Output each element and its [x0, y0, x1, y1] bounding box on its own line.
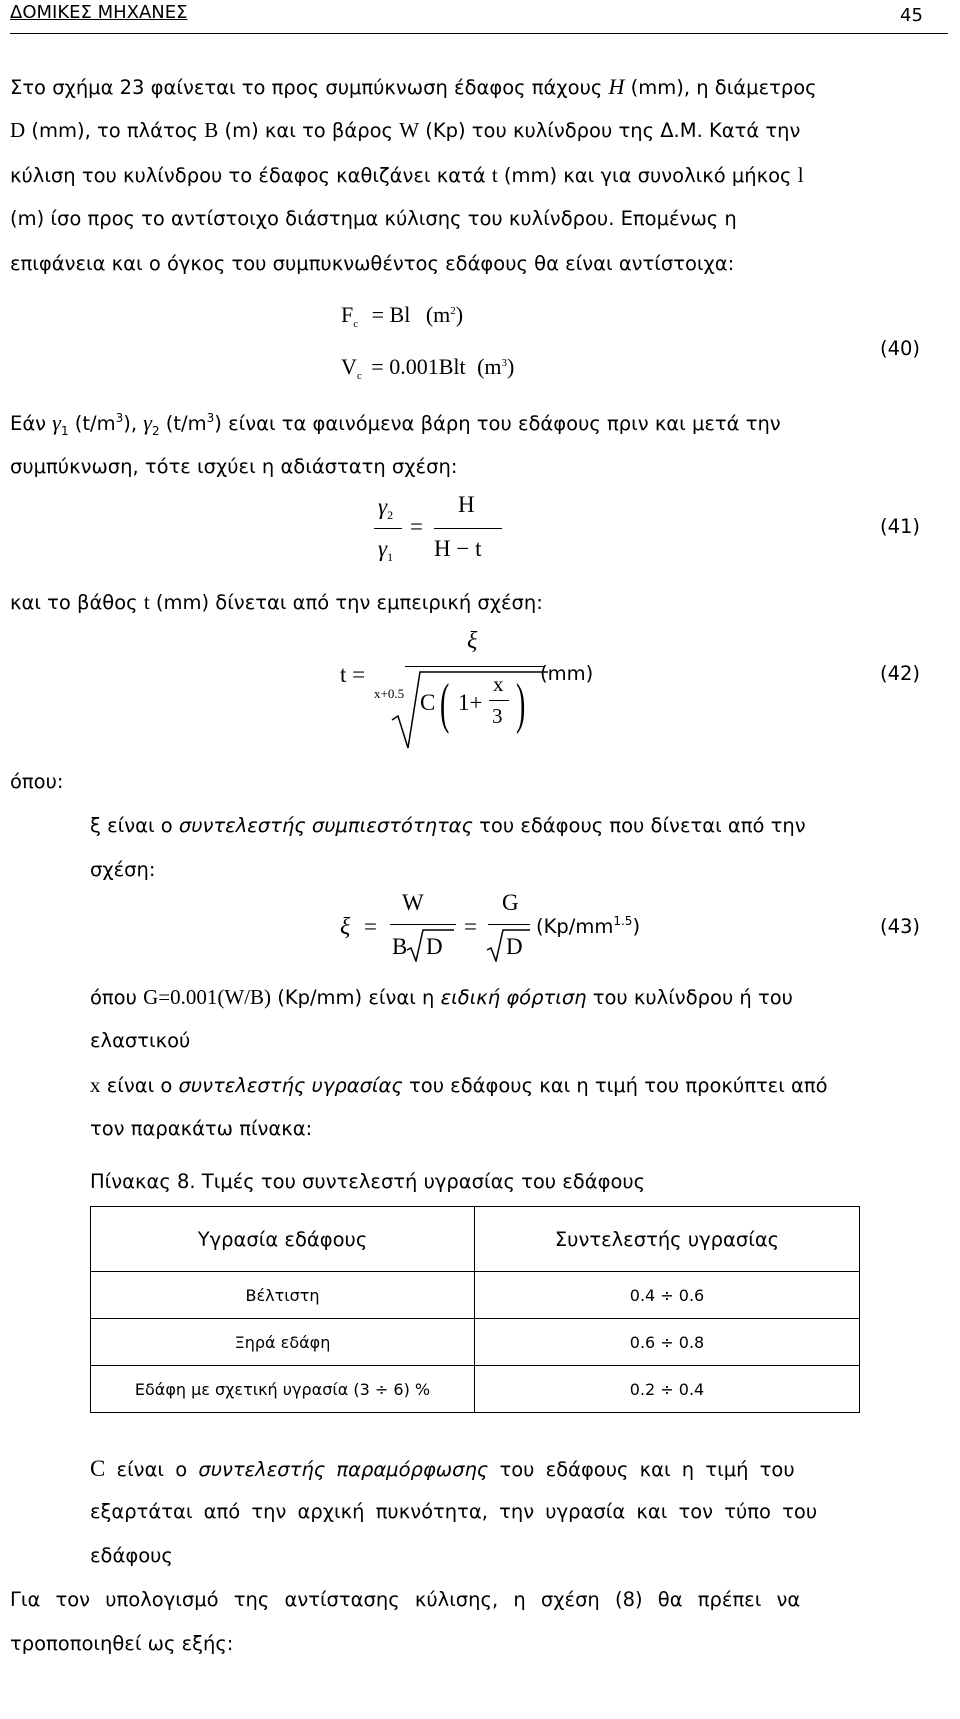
paragraph-line: εδάφους [90, 1544, 173, 1567]
math-symbol: γ [143, 410, 152, 435]
superscript: 3 [115, 411, 124, 425]
coefficient-c: C [420, 690, 436, 715]
paragraph-line: (m) ίσο προς το αντίστοιχο διάστημα κύλισης του κυλίνδρου. Επομένως η [10, 207, 737, 230]
numerator-right: H [458, 492, 475, 517]
text: (t/m [159, 412, 207, 435]
table-header-row [91, 1207, 860, 1272]
table-cell: Εδάφη με σχετική υγρασία (3 ÷ 6) % [91, 1366, 475, 1413]
emphasis: συντελεστής παραμόρφωσης [198, 1458, 489, 1481]
header-rule [10, 33, 948, 34]
symbol: γ [378, 494, 388, 519]
denominator-d: D [426, 934, 443, 959]
text: ξ είναι ο [90, 814, 179, 837]
text: Εάν [10, 412, 53, 435]
equation-number: (43) [880, 915, 921, 938]
text: (mm), το πλάτος [25, 119, 205, 142]
denominator-right: H − t [434, 536, 482, 561]
paragraph-line [10, 118, 800, 143]
fraction-bar [434, 528, 502, 529]
equation-vc [341, 354, 514, 380]
rhs: = 0.001Blt [371, 354, 466, 379]
fraction-bar [374, 528, 402, 529]
numerator-left [378, 494, 393, 520]
text: του κυλίνδρου ή του [586, 986, 793, 1009]
equation-42 [330, 630, 550, 750]
numerator: ξ [467, 628, 478, 654]
table-cell: 0.6 ÷ 0.8 [475, 1319, 860, 1366]
unit-close: ) [455, 302, 464, 327]
unit-close: ) [507, 354, 515, 379]
subscript: c [353, 318, 359, 330]
table-cell: 0.2 ÷ 0.4 [475, 1366, 860, 1413]
xi-symbol: ξ [340, 914, 351, 940]
fraction-numerator: x [493, 672, 504, 696]
equation-41 [370, 494, 520, 574]
paragraph-line: εξαρτάται από την αρχική πυκνότητα, την υγρασία και τον τύπο του [90, 1500, 818, 1523]
table-cell: Ξηρά εδάφη [91, 1319, 475, 1366]
equation-unit [536, 915, 640, 938]
paragraph-line: Για τον υπολογισμό της αντίστασης κύλισης, η σχέση (8) θα πρέπει να [10, 1588, 801, 1611]
fraction-bar [405, 666, 545, 667]
superscript: 3 [206, 411, 215, 425]
symbol: γ [378, 536, 388, 561]
exponent: 2 [450, 305, 456, 317]
table-header-cell: Συντελεστής υγρασίας [475, 1207, 860, 1272]
symbol: F [341, 302, 354, 327]
text: Στο σχήμα 23 φαίνεται το προς συμπύκνωση έδαφος πάχους [10, 76, 609, 99]
rhs: = Bl [371, 302, 411, 327]
fraction-denominator: 3 [492, 704, 503, 728]
emphasis: ειδική φόρτιση [440, 986, 587, 1009]
emphasis: συντελεστής υγρασίας [178, 1074, 403, 1097]
numerator-w: W [402, 890, 424, 915]
symbol: V [341, 354, 357, 379]
fraction-bar [390, 924, 456, 925]
equation-number: (42) [880, 662, 921, 685]
unit-close: ) [632, 915, 641, 938]
math-symbol: W [399, 118, 420, 142]
left-paren: ( [440, 673, 450, 735]
equation-number: (41) [880, 515, 921, 538]
one-plus: 1+ [458, 690, 483, 715]
page-number: 45 [900, 5, 923, 26]
text [105, 1458, 794, 1481]
math-symbol: B [204, 118, 219, 142]
paragraph-line: σχέση: [90, 858, 156, 881]
paragraph-line [10, 74, 817, 100]
table-row [91, 1272, 860, 1319]
text: (mm) δίνεται από την εμπειρική σχέση: [149, 591, 543, 614]
math-symbol: C [90, 1456, 106, 1481]
denominator-left [378, 536, 393, 562]
paragraph-line [10, 163, 804, 188]
paragraph-line [90, 1456, 945, 1482]
text: (Kp) του κυλίνδρου της Δ.Μ. Κατά την [419, 119, 801, 142]
text: (Kp/mm) είναι η [271, 986, 441, 1009]
table-caption: Πίνακας 8. Τιμές του συντελεστή υγρασίας του εδάφους [90, 1170, 646, 1193]
exponent: 1.5 [613, 914, 633, 928]
table-row [91, 1319, 860, 1366]
subscript: 2 [151, 424, 160, 438]
math-symbol: t [491, 163, 498, 187]
unit: (m [477, 354, 502, 379]
paragraph-line: τροποποιηθεί ως εξής: [10, 1632, 234, 1655]
root-index: x+0.5 [374, 686, 405, 701]
paragraph-line [10, 590, 543, 615]
math-symbol: x [90, 1073, 101, 1097]
equals-sign: = [464, 914, 477, 939]
text: του εδάφους και η τιμή του προκύπτει από [402, 1074, 828, 1097]
equation-number: (40) [880, 337, 921, 360]
text: είναι ο [105, 1458, 199, 1481]
equals-sign: = [410, 514, 423, 539]
exponent: 3 [501, 357, 508, 369]
text: (m) και το βάρος [218, 119, 400, 142]
paragraph-line: τον παρακάτω πίνακα: [90, 1117, 313, 1140]
unit: (m [425, 302, 451, 327]
text: όπου [90, 986, 144, 1009]
text: (t/m [68, 412, 116, 435]
paragraph-line [10, 410, 781, 436]
fraction-bar [489, 700, 509, 701]
subscript: 1 [387, 550, 394, 564]
equals-sign: = [364, 914, 377, 939]
paragraph-line [90, 1073, 828, 1098]
text: (mm), η διάμετρος [624, 76, 817, 99]
subscript: c [356, 370, 362, 382]
paragraph-line: επιφάνεια και ο όγκος του συμπυκνωθέντος εδάφους θα είναι αντίστοιχα: [10, 252, 735, 275]
paragraph-line: συμπύκνωση, τότε ισχύει η αδιάστατη σχέση: [10, 455, 458, 478]
table-header-cell: Υγρασία εδάφους [91, 1207, 475, 1272]
table-cell: 0.4 ÷ 0.6 [475, 1272, 860, 1319]
equation-43 [340, 890, 540, 970]
equation-fc [341, 302, 463, 328]
running-header-title: ΔΟΜΙΚΕΣ ΜΗΧΑΝΕΣ [10, 2, 188, 23]
math-symbol: H [608, 74, 625, 99]
text: ), [123, 412, 144, 435]
math-symbol: γ [52, 410, 61, 435]
text: είναι ο [100, 1074, 179, 1097]
paragraph-line [90, 814, 806, 837]
lhs: t = [340, 662, 366, 687]
paragraph-line [90, 985, 793, 1010]
text: ) είναι τα φαινόμενα βάρη του εδάφους πριν και μετά την [214, 412, 781, 435]
text: κύλιση του κυλίνδρου το έδαφος καθιζάνει κατά [10, 164, 492, 187]
text: του εδάφους που δίνεται από την [472, 814, 806, 837]
subscript: 1 [60, 424, 69, 438]
text: του εδάφους και η τιμή του [488, 1458, 795, 1481]
emphasis: συντελεστής συμπιεστότητας [178, 814, 473, 837]
text: και το βάθος [10, 591, 144, 614]
math-expression: G=0.001(W/B) [143, 985, 272, 1009]
paragraph-line: ελαστικού [90, 1029, 191, 1052]
where-label: όπου: [10, 770, 64, 793]
denominator-b: B [392, 934, 408, 959]
math-symbol: t [143, 590, 150, 614]
math-symbol: D [10, 118, 26, 142]
equation-unit: (mm) [540, 662, 594, 685]
right-paren: ) [516, 673, 526, 735]
math-symbol: l [797, 163, 804, 187]
table-cell: Βέλτιστη [91, 1272, 475, 1319]
numerator-g: G [502, 890, 519, 915]
moisture-coefficient-table [90, 1206, 860, 1413]
subscript: 2 [387, 508, 394, 522]
fraction-bar [488, 924, 530, 925]
denominator-d: D [506, 934, 523, 959]
text: (mm) και για συνολικό μήκος [497, 164, 798, 187]
table-row [91, 1366, 860, 1413]
unit: (Kp/mm [536, 915, 614, 938]
